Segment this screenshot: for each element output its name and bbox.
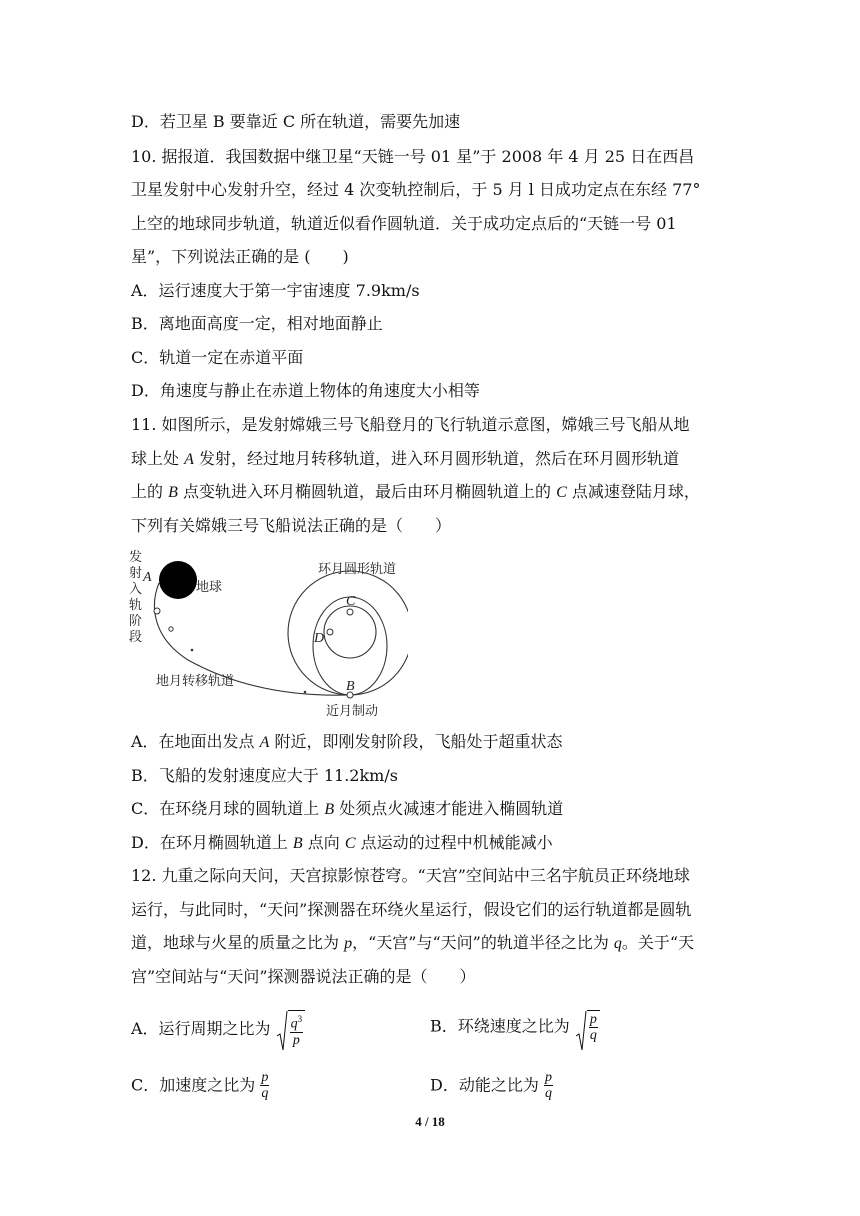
q11-option-d: D．在环月椭圆轨道上 B 点向 C 点运动的过程中机械能减小 bbox=[131, 833, 553, 852]
trajectory-marker bbox=[169, 627, 173, 631]
point-b-label: B bbox=[346, 679, 355, 694]
launch-label-char: 射 bbox=[129, 566, 143, 581]
q12-stem-line2: 运行，与此同时，“天问”探测器在环绕火星运行，假设它们的运行轨道都是圆轨 bbox=[131, 900, 692, 919]
q10-option-a: A．运行速度大于第一宇宙速度 7.9km/s bbox=[131, 281, 420, 300]
sqrt-expression bbox=[575, 1010, 600, 1043]
sqrt-expression bbox=[276, 1010, 306, 1048]
q11-stem-line2: 球上处 A 发射，经过地月转移轨道，进入环月圆形轨道，然后在环月圆形轨道 bbox=[131, 449, 679, 468]
lunar-trajectory-diagram bbox=[128, 545, 408, 720]
fraction: $\frac{p}{q}$ bbox=[589, 1012, 597, 1043]
earth-label: 地球 bbox=[196, 580, 223, 595]
trajectory-dot bbox=[304, 691, 307, 694]
q10-stem-line4: 星”，下列说法正确的是 ( ) bbox=[131, 247, 349, 266]
q12-stem-line4: 宫”空间站与“天问”探测器说法正确的是（ ） bbox=[131, 967, 476, 986]
circular-orbit-label: 环月圆形轨道 bbox=[318, 562, 397, 577]
transfer-orbit-label: 地月转移轨道 bbox=[156, 674, 235, 689]
q11-option-c: C．在环绕月球的圆轨道上 B 处须点火减速才能进入椭圆轨道 bbox=[131, 799, 564, 818]
q12-option-b: B．环绕速度之比为 $\frac{p}{q}$ bbox=[430, 1010, 600, 1043]
q11-option-b: B．飞船的发射速度应大于 11.2km/s bbox=[131, 766, 398, 785]
launch-label-char: 轨 bbox=[129, 598, 143, 613]
q12-stem-line3: 道，地球与火星的质量之比为 p，“天宫”与“天问”的轨道半径之比为 q。关于“天 bbox=[131, 933, 695, 952]
q12-option-d: D．动能之比为 $\frac{p}{q}$ bbox=[430, 1070, 552, 1101]
q10-option-d: D．角速度与静止在赤道上物体的角速度大小相等 bbox=[131, 381, 480, 400]
q10-stem-line1: 10. 据报道．我国数据中继卫星“天链一号 01 星”于 2008 年 4 月 25 日在西昌 bbox=[131, 147, 695, 166]
q11-stem-line3: 上的 B 点变轨进入环月椭圆轨道，最后由环月椭圆轨道上的 C 点减速登陆月球， bbox=[131, 482, 700, 501]
q11-option-a: A．在地面出发点 A 附近，即刚发射阶段，飞船处于超重状态 bbox=[131, 732, 563, 751]
circular-lunar-orbit bbox=[288, 571, 408, 695]
launch-label-char: 发 bbox=[129, 550, 143, 565]
radical-sign-icon bbox=[575, 1010, 587, 1052]
trajectory-dot bbox=[191, 649, 194, 652]
page-number: 4 / 18 bbox=[415, 1114, 445, 1129]
q12-option-a: A．运行周期之比为 $\frac{q^3}{p}$ bbox=[131, 1010, 305, 1048]
q11-stem-line1: 11. 如图所示，是发射嫦娥三号飞船登月的飞行轨道示意图，嫦娥三号飞船从地 bbox=[131, 415, 690, 434]
radical-sign-icon bbox=[276, 1010, 288, 1052]
q10-option-c: C．轨道一定在赤道平面 bbox=[131, 348, 304, 367]
q10-stem-line3: 上空的地球同步轨道，轨道近似看作圆轨道．关于成功定点后的“天链一号 01 bbox=[131, 214, 677, 233]
q11-stem-line4: 下列有关嫦娥三号飞船说法正确的是（ ） bbox=[131, 516, 452, 535]
point-c-marker bbox=[347, 609, 353, 615]
fraction: $\frac{p}{q}$ bbox=[544, 1070, 552, 1101]
q12-stem-line1: 12. 九重之际向天问，天宫掠影惊苍穹。“天宫”空间站中三名宇航员正环绕地球 bbox=[131, 866, 690, 885]
point-d-label: D bbox=[314, 631, 325, 646]
point-d-marker bbox=[327, 629, 333, 635]
point-c-label: C bbox=[346, 594, 356, 609]
earth-circle bbox=[159, 561, 197, 599]
launch-label-char: 入 bbox=[129, 582, 143, 597]
launch-label-char: 段 bbox=[129, 630, 143, 645]
q9-option-d: D．若卫星 B 要靠近 C 所在轨道，需要先加速 bbox=[131, 112, 461, 131]
fraction: $\frac{p}{q}$ bbox=[261, 1070, 269, 1101]
launch-label-char: 阶 bbox=[129, 614, 143, 629]
q12-option-c: C．加速度之比为 $\frac{p}{q}$ bbox=[131, 1070, 269, 1101]
trajectory-marker bbox=[154, 608, 160, 614]
q10-stem-line2: 卫星发射中心发射升空，经过 4 次变轨控制后，于 5 月 l 日成功定点在东经 77° bbox=[131, 180, 701, 199]
lunar-braking-label: 近月制动 bbox=[326, 704, 379, 719]
fraction: $\frac{q^3}{p}$ bbox=[290, 1014, 303, 1048]
point-a-label: A bbox=[143, 570, 152, 585]
q10-option-b: B．离地面高度一定，相对地面静止 bbox=[131, 314, 383, 333]
